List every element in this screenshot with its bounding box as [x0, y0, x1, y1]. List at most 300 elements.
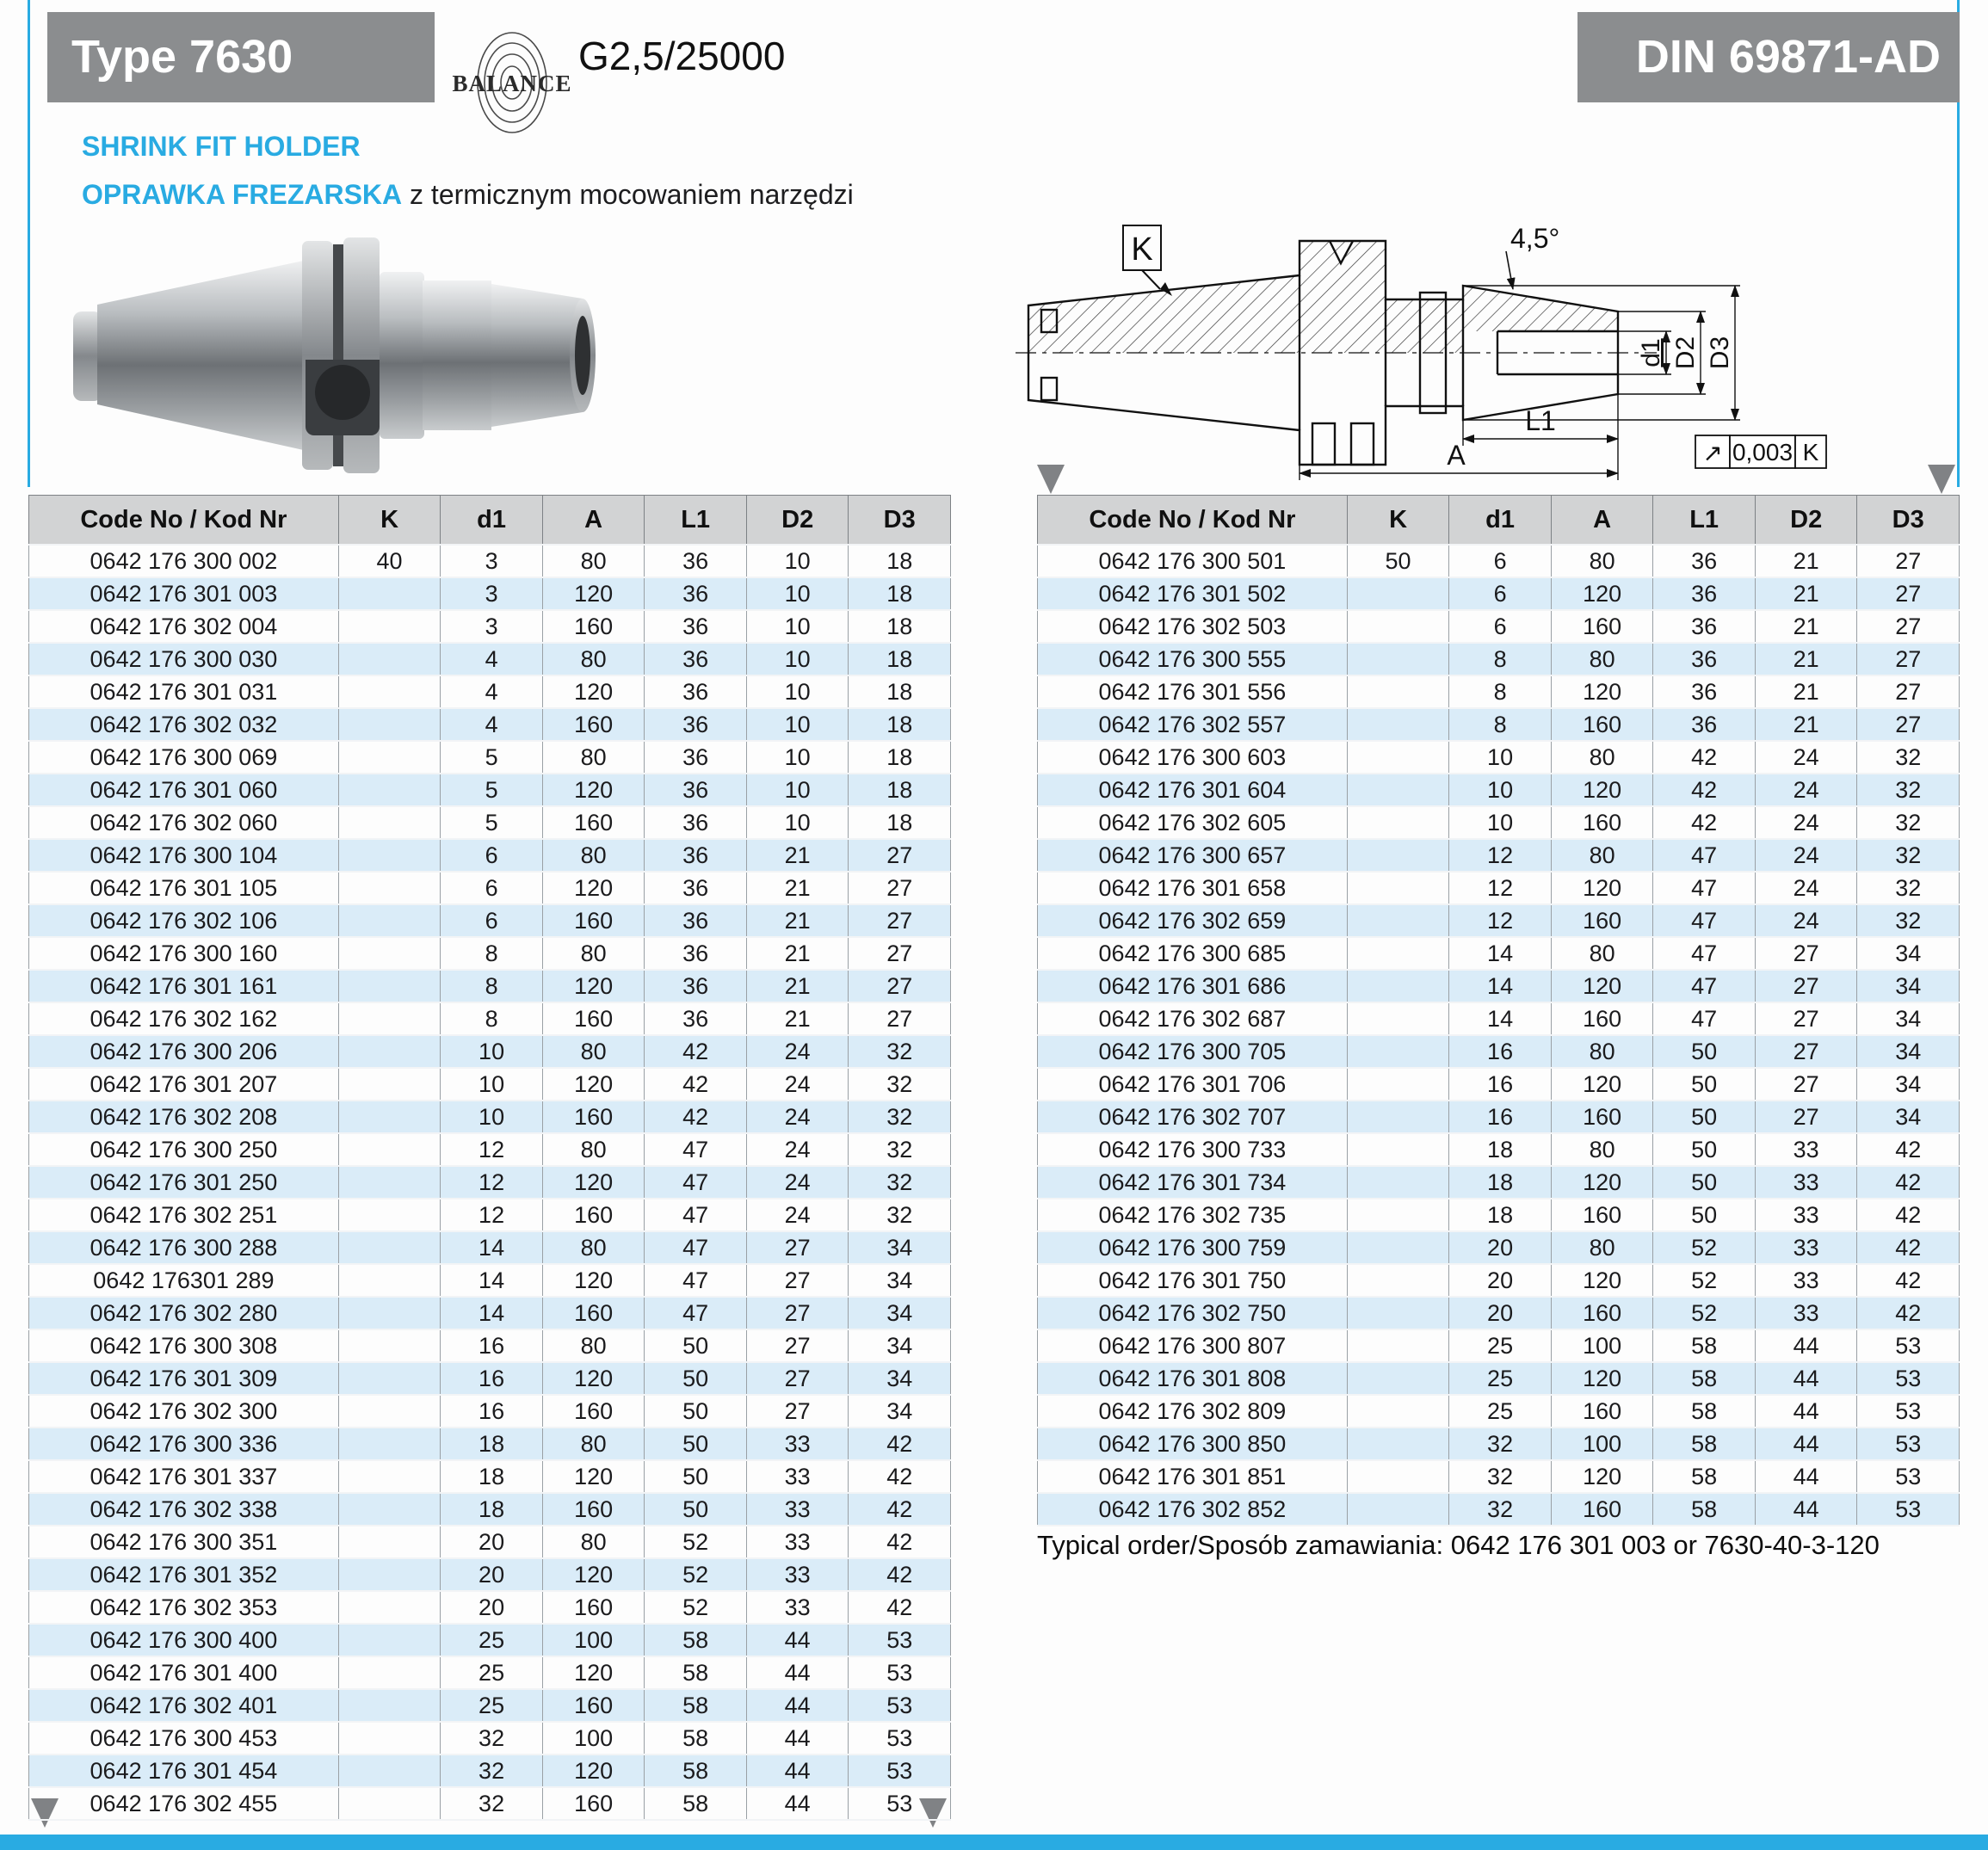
code-cell: 0642 176 300 807 [1038, 1329, 1348, 1362]
table-row [29, 1460, 951, 1493]
value-cell [338, 1395, 441, 1428]
value-cell: 27 [849, 970, 951, 1002]
value-cell: 27 [849, 937, 951, 970]
value-cell: 42 [1653, 806, 1756, 839]
value-cell: 80 [542, 741, 645, 774]
value-cell: 16 [1449, 1068, 1552, 1101]
value-cell: 32 [441, 1787, 543, 1820]
value-cell: 53 [849, 1624, 951, 1656]
value-cell: 120 [542, 1362, 645, 1395]
value-cell: 53 [849, 1754, 951, 1787]
value-cell: 34 [849, 1362, 951, 1395]
value-cell: 5 [441, 774, 543, 806]
value-cell: 53 [849, 1787, 951, 1820]
table-row [1038, 577, 1960, 610]
dimension-table-right [1037, 495, 1960, 1526]
value-cell: 52 [1653, 1264, 1756, 1297]
code-cell: 0642 176 300 759 [1038, 1231, 1348, 1264]
value-cell: 50 [645, 1428, 747, 1460]
value-cell: 8 [1449, 708, 1552, 741]
value-cell: 18 [849, 675, 951, 708]
value-cell [338, 577, 441, 610]
value-cell: 120 [542, 1166, 645, 1199]
value-cell: 33 [746, 1558, 849, 1591]
value-cell: 47 [645, 1199, 747, 1231]
code-cell: 0642 176 302 809 [1038, 1395, 1348, 1428]
table-row [1038, 1264, 1960, 1297]
value-cell: 10 [746, 610, 849, 643]
value-cell [338, 1624, 441, 1656]
value-cell: 36 [645, 774, 747, 806]
value-cell: 3 [441, 545, 543, 577]
value-cell: 20 [1449, 1297, 1552, 1329]
code-cell: 0642 176 302 735 [1038, 1199, 1348, 1231]
value-cell [338, 1428, 441, 1460]
product-title-pl-rest: z termicznym mocowaniem narzędzi [402, 179, 854, 210]
value-cell: 36 [645, 839, 747, 872]
value-cell: 24 [1755, 839, 1857, 872]
table-row [1038, 610, 1960, 643]
value-cell: 34 [1857, 1101, 1960, 1133]
value-cell: 120 [542, 1460, 645, 1493]
type-title-box [47, 12, 435, 102]
table-row [1038, 708, 1960, 741]
value-cell: 20 [441, 1526, 543, 1558]
value-cell [338, 1166, 441, 1199]
value-cell: 27 [1857, 610, 1960, 643]
value-cell: 18 [849, 577, 951, 610]
value-cell: 160 [542, 1395, 645, 1428]
table-row [29, 643, 951, 675]
value-cell: 58 [645, 1787, 747, 1820]
value-cell [1347, 937, 1449, 970]
value-cell: 3 [441, 610, 543, 643]
photo-flange-rib1 [302, 241, 333, 470]
value-cell: 33 [1755, 1199, 1857, 1231]
value-cell: 34 [1857, 970, 1960, 1002]
code-cell: 0642 176 300 850 [1038, 1428, 1348, 1460]
value-cell: 120 [542, 1264, 645, 1297]
value-cell: 160 [542, 904, 645, 937]
bottom-accent-bar [0, 1835, 1988, 1850]
value-cell: 42 [1857, 1133, 1960, 1166]
value-cell: 50 [645, 1493, 747, 1526]
value-cell: 36 [1653, 545, 1756, 577]
value-cell: 12 [441, 1166, 543, 1199]
code-cell: 0642 176 301 454 [29, 1754, 339, 1787]
value-cell [338, 1264, 441, 1297]
balance-grade: G2,5/25000 [578, 34, 786, 78]
code-cell: 0642 176 301 502 [1038, 577, 1348, 610]
value-cell: 36 [645, 937, 747, 970]
value-cell: 80 [542, 1526, 645, 1558]
table-row [29, 741, 951, 774]
table-row [29, 1035, 951, 1068]
value-cell [1347, 643, 1449, 675]
value-cell: 34 [1857, 1002, 1960, 1035]
code-cell: 0642 176 300 453 [29, 1722, 339, 1754]
value-cell [338, 1656, 441, 1689]
column-header: A [542, 496, 645, 546]
code-cell: 0642 176 302 280 [29, 1297, 339, 1329]
value-cell: 52 [645, 1558, 747, 1591]
value-cell: 32 [849, 1035, 951, 1068]
value-cell [338, 806, 441, 839]
value-cell [338, 1558, 441, 1591]
table-row [29, 1133, 951, 1166]
dimension-table-left [28, 495, 951, 1821]
value-cell: 120 [1551, 1166, 1653, 1199]
value-cell: 58 [1653, 1428, 1756, 1460]
value-cell: 47 [1653, 1002, 1756, 1035]
table-row [1038, 937, 1960, 970]
runout-datum: K [1802, 439, 1819, 466]
value-cell: 100 [542, 1722, 645, 1754]
value-cell: 80 [1551, 1035, 1653, 1068]
left-accent-line [28, 0, 30, 487]
value-cell: 42 [1653, 741, 1756, 774]
value-cell: 58 [645, 1754, 747, 1787]
table-row [29, 675, 951, 708]
value-cell: 16 [1449, 1035, 1552, 1068]
column-header: Code No / Kod Nr [1038, 496, 1348, 546]
value-cell [1347, 1101, 1449, 1133]
code-cell: 0642 176 300 733 [1038, 1133, 1348, 1166]
code-cell: 0642 176 301 604 [1038, 774, 1348, 806]
value-cell: 27 [849, 839, 951, 872]
value-cell: 21 [1755, 675, 1857, 708]
table-row [1038, 1231, 1960, 1264]
value-cell [338, 643, 441, 675]
value-cell: 6 [441, 839, 543, 872]
value-cell: 80 [542, 1133, 645, 1166]
value-cell [1347, 1035, 1449, 1068]
value-cell: 36 [1653, 643, 1756, 675]
value-cell: 80 [1551, 643, 1653, 675]
value-cell: 18 [849, 774, 951, 806]
value-cell: 33 [1755, 1297, 1857, 1329]
code-cell: 0642 176 301 352 [29, 1558, 339, 1591]
value-cell [1347, 904, 1449, 937]
value-cell: 27 [746, 1362, 849, 1395]
value-cell: 21 [1755, 708, 1857, 741]
value-cell: 47 [645, 1231, 747, 1264]
value-cell: 36 [645, 1002, 747, 1035]
value-cell: 160 [542, 1787, 645, 1820]
value-cell: 58 [645, 1656, 747, 1689]
value-cell: 58 [1653, 1493, 1756, 1526]
value-cell: 53 [849, 1656, 951, 1689]
value-cell: 36 [1653, 610, 1756, 643]
value-cell [338, 1297, 441, 1329]
value-cell: 120 [542, 1754, 645, 1787]
value-cell: 42 [1857, 1199, 1960, 1231]
value-cell: 58 [1653, 1460, 1756, 1493]
value-cell: 50 [1653, 1101, 1756, 1133]
value-cell: 18 [1449, 1133, 1552, 1166]
table-row [29, 1526, 951, 1558]
value-cell: 32 [849, 1068, 951, 1101]
photo-bore [575, 316, 590, 395]
value-cell [338, 1231, 441, 1264]
value-cell [1347, 1493, 1449, 1526]
table-row [29, 904, 951, 937]
table-row [1038, 1068, 1960, 1101]
value-cell: 8 [441, 937, 543, 970]
value-cell: 120 [542, 970, 645, 1002]
value-cell: 3 [441, 577, 543, 610]
d2-label: D2 [1671, 336, 1700, 370]
value-cell: 20 [1449, 1231, 1552, 1264]
value-cell: 47 [1653, 904, 1756, 937]
value-cell: 47 [1653, 839, 1756, 872]
value-cell [338, 1754, 441, 1787]
value-cell: 80 [542, 643, 645, 675]
value-cell: 36 [1653, 675, 1756, 708]
code-cell: 0642 176 301 207 [29, 1068, 339, 1101]
value-cell: 80 [1551, 937, 1653, 970]
code-cell: 0642 176 301 750 [1038, 1264, 1348, 1297]
value-cell [1347, 806, 1449, 839]
value-cell: 33 [1755, 1133, 1857, 1166]
value-cell: 34 [849, 1231, 951, 1264]
code-cell: 0642 176 300 336 [29, 1428, 339, 1460]
value-cell: 120 [1551, 970, 1653, 1002]
value-cell [1347, 774, 1449, 806]
product-title-pl [82, 179, 854, 211]
value-cell: 42 [1653, 774, 1756, 806]
value-cell [338, 1362, 441, 1395]
value-cell [1347, 675, 1449, 708]
value-cell: 53 [1857, 1428, 1960, 1460]
value-cell: 12 [1449, 904, 1552, 937]
value-cell: 10 [746, 741, 849, 774]
value-cell: 32 [849, 1166, 951, 1199]
code-cell: 0642 176 302 208 [29, 1101, 339, 1133]
code-cell: 0642 176 301 808 [1038, 1362, 1348, 1395]
value-cell: 24 [746, 1166, 849, 1199]
code-cell: 0642 176 300 400 [29, 1624, 339, 1656]
value-cell: 53 [1857, 1493, 1960, 1526]
value-cell: 24 [1755, 806, 1857, 839]
value-cell: 80 [1551, 1231, 1653, 1264]
table-row [29, 610, 951, 643]
value-cell [338, 1002, 441, 1035]
value-cell: 27 [1857, 708, 1960, 741]
code-cell: 0642 176 300 501 [1038, 545, 1348, 577]
value-cell: 44 [746, 1624, 849, 1656]
code-cell: 0642 176 300 685 [1038, 937, 1348, 970]
value-cell: 160 [1551, 904, 1653, 937]
value-cell: 160 [1551, 1101, 1653, 1133]
value-cell [338, 1199, 441, 1231]
value-cell: 47 [1653, 872, 1756, 904]
value-cell: 53 [1857, 1329, 1960, 1362]
d1-label: d1 [1637, 338, 1665, 367]
code-cell: 0642 176 301 060 [29, 774, 339, 806]
value-cell: 16 [441, 1395, 543, 1428]
product-photo [47, 215, 615, 499]
value-cell: 36 [645, 545, 747, 577]
value-cell: 21 [1755, 577, 1857, 610]
value-cell: 36 [645, 904, 747, 937]
value-cell: 33 [746, 1493, 849, 1526]
code-cell: 0642 176 302 032 [29, 708, 339, 741]
value-cell: 160 [542, 1493, 645, 1526]
value-cell: 47 [1653, 970, 1756, 1002]
value-cell: 42 [1857, 1231, 1960, 1264]
value-cell [1347, 970, 1449, 1002]
code-cell: 0642 176 301 686 [1038, 970, 1348, 1002]
value-cell: 160 [1551, 806, 1653, 839]
value-cell: 160 [542, 1689, 645, 1722]
value-cell: 80 [1551, 839, 1653, 872]
code-cell: 0642 176 300 250 [29, 1133, 339, 1166]
code-cell: 0642 176 301 031 [29, 675, 339, 708]
value-cell: 100 [1551, 1329, 1653, 1362]
value-cell: 24 [746, 1199, 849, 1231]
value-cell: 36 [645, 643, 747, 675]
value-cell: 80 [542, 1428, 645, 1460]
value-cell: 53 [849, 1689, 951, 1722]
value-cell [338, 1722, 441, 1754]
table-row [1038, 643, 1960, 675]
table-row [29, 1199, 951, 1231]
value-cell [338, 675, 441, 708]
value-cell [338, 1493, 441, 1526]
value-cell: 47 [645, 1133, 747, 1166]
code-cell: 0642 176 301 337 [29, 1460, 339, 1493]
value-cell: 32 [1449, 1460, 1552, 1493]
table-row [1038, 1297, 1960, 1329]
table-row [29, 806, 951, 839]
table-continuation-marker [1928, 465, 1955, 494]
value-cell: 27 [1755, 970, 1857, 1002]
value-cell: 160 [542, 708, 645, 741]
value-cell [1347, 839, 1449, 872]
value-cell: 120 [1551, 675, 1653, 708]
value-cell [1347, 1199, 1449, 1231]
value-cell [338, 774, 441, 806]
table-row [29, 1002, 951, 1035]
value-cell: 160 [1551, 610, 1653, 643]
value-cell: 4 [441, 643, 543, 675]
value-cell: 8 [441, 970, 543, 1002]
table-row [29, 1166, 951, 1199]
table-row [1038, 1199, 1960, 1231]
table-row [29, 1395, 951, 1428]
balance-brand-text: BALANCE [452, 71, 572, 96]
code-cell: 0642 176 302 503 [1038, 610, 1348, 643]
value-cell: 36 [645, 610, 747, 643]
column-header: Code No / Kod Nr [29, 496, 339, 546]
value-cell: 44 [1755, 1428, 1857, 1460]
column-header: L1 [1653, 496, 1756, 546]
value-cell: 10 [746, 643, 849, 675]
a-label: A [1447, 440, 1466, 471]
code-cell: 0642 176 302 338 [29, 1493, 339, 1526]
table-row [1038, 904, 1960, 937]
value-cell: 6 [441, 904, 543, 937]
table-row [29, 1558, 951, 1591]
value-cell: 24 [746, 1101, 849, 1133]
value-cell: 42 [849, 1460, 951, 1493]
value-cell: 10 [746, 545, 849, 577]
value-cell: 24 [1755, 904, 1857, 937]
table-row [29, 1656, 951, 1689]
value-cell: 20 [441, 1591, 543, 1624]
value-cell: 50 [1347, 545, 1449, 577]
left-table [28, 495, 951, 1821]
value-cell: 14 [441, 1297, 543, 1329]
table-row [29, 1231, 951, 1264]
value-cell: 21 [746, 937, 849, 970]
table-row [1038, 675, 1960, 708]
value-cell: 33 [746, 1460, 849, 1493]
code-cell: 0642 176 302 687 [1038, 1002, 1348, 1035]
value-cell [1347, 708, 1449, 741]
value-cell: 120 [542, 1068, 645, 1101]
table-header-row [1038, 496, 1960, 546]
value-cell: 8 [1449, 643, 1552, 675]
value-cell: 44 [1755, 1329, 1857, 1362]
value-cell: 32 [849, 1133, 951, 1166]
value-cell: 10 [441, 1101, 543, 1133]
value-cell: 5 [441, 806, 543, 839]
table-row [29, 1787, 951, 1820]
value-cell: 120 [1551, 577, 1653, 610]
value-cell: 160 [542, 1002, 645, 1035]
din-standard: DIN 69871-AD [1635, 31, 1941, 83]
table-row [1038, 839, 1960, 872]
table-row [1038, 1460, 1960, 1493]
value-cell [338, 1591, 441, 1624]
table-row [1038, 1002, 1960, 1035]
value-cell: 18 [849, 708, 951, 741]
value-cell: 8 [441, 1002, 543, 1035]
value-cell: 27 [1857, 577, 1960, 610]
runout-value: 0,003 [1732, 439, 1794, 466]
value-cell: 47 [1653, 937, 1756, 970]
value-cell: 12 [441, 1199, 543, 1231]
code-cell: 0642 176 300 705 [1038, 1035, 1348, 1068]
value-cell [338, 1787, 441, 1820]
value-cell: 25 [441, 1656, 543, 1689]
code-cell: 0642 176 300 308 [29, 1329, 339, 1362]
value-cell: 53 [1857, 1460, 1960, 1493]
value-cell [338, 1068, 441, 1101]
value-cell: 52 [645, 1591, 747, 1624]
runout-tolerance [1695, 435, 1826, 468]
value-cell: 10 [441, 1035, 543, 1068]
value-cell: 42 [645, 1035, 747, 1068]
runout-symbol-icon: ↗ [1702, 439, 1723, 467]
value-cell: 6 [1449, 545, 1552, 577]
value-cell: 24 [746, 1035, 849, 1068]
value-cell [1347, 1329, 1449, 1362]
table-row [29, 1068, 951, 1101]
value-cell: 80 [542, 1329, 645, 1362]
value-cell: 10 [746, 806, 849, 839]
value-cell: 25 [1449, 1329, 1552, 1362]
value-cell: 42 [1857, 1264, 1960, 1297]
value-cell: 10 [746, 708, 849, 741]
value-cell: 100 [1551, 1428, 1653, 1460]
code-cell: 0642 176 302 852 [1038, 1493, 1348, 1526]
value-cell: 27 [1755, 1101, 1857, 1133]
code-cell: 0642 176 302 004 [29, 610, 339, 643]
value-cell [338, 970, 441, 1002]
